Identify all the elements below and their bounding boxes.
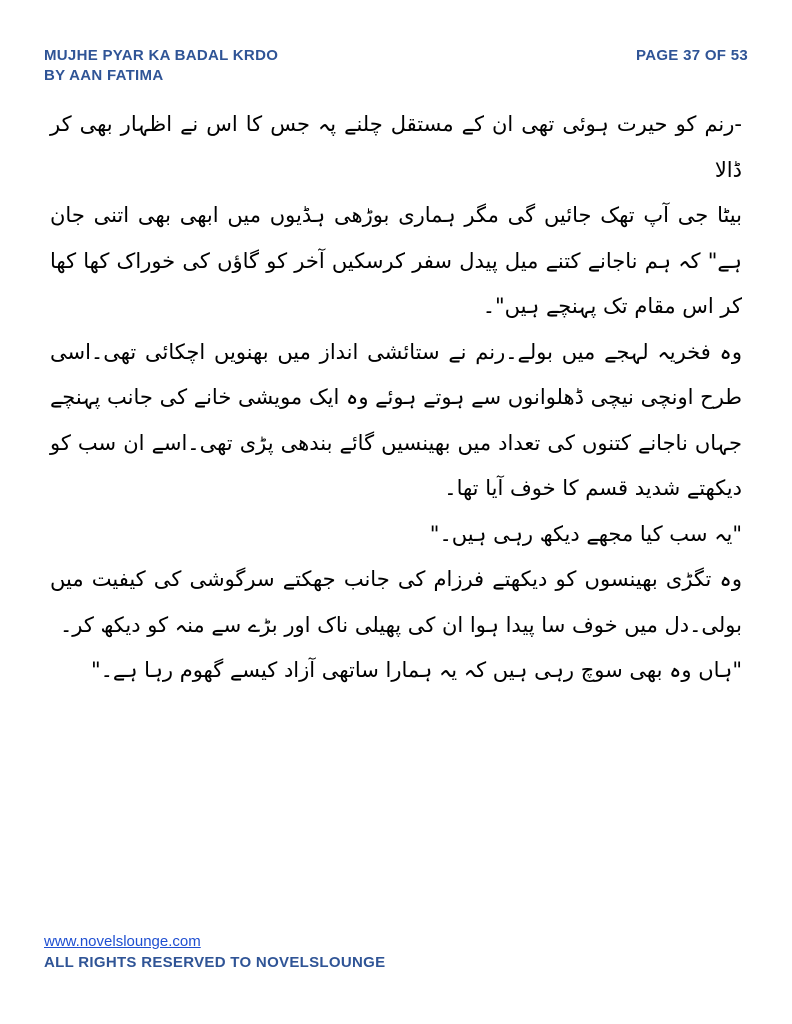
- page-footer: [44, 932, 385, 974]
- page-header: [44, 46, 748, 94]
- header-left: [44, 46, 278, 86]
- paragraph-4: "یہ سب کیا مجھے دیکھ رہی ہیں۔": [429, 521, 742, 546]
- book-title: MUJHE PYAR KA BADAL KRDO: [44, 47, 279, 64]
- book-author: BY AAN FATIMA: [44, 67, 164, 84]
- page-number: PAGE 37 OF 53: [636, 47, 748, 64]
- paragraph-2: بیٹا جی آپ تھک جائیں گی مگر ہماری بوڑھی ہڈیوں میں ابھی بھی اتنی جان ہے" کہ ہم ناجانے کتنے میل پیدل سفر کرسکیں آخر کو گاؤں کی خوراک کھا کھا کر اس مقام تک پہنچے ہیں"۔: [50, 203, 742, 318]
- paragraph-5: وہ تگڑی بھینسوں کو دیکھتے فرزام کی جانب جھکتے سرگوشی کی کیفیت میں بولی۔دل میں خوف سا پیدا ہوا ان کی پھیلی ناک اور بڑے سے منہ کو دیکھ کر۔: [50, 567, 742, 637]
- paragraph-3: وہ فخریہ لہجے میں بولے۔رنم نے ستائشی انداز میں بھنویں اچکائی تھی۔اسی طرح اونچی نیچی ڈھلوانوں سے ہوتے ہوئے وہ ایک مویشی خانے کی جانب پہنچے جہاں ناجانے کتنوں کی تعداد میں بھینسیں گائے بندھی پڑی تھی۔اسے ان سب کو دیکھتے شدید قسم کا خوف آیا تھا۔: [50, 339, 742, 500]
- paragraph-1: -رنم کو حیرت ہوئی تھی ان کے مستقل چلنے پہ جس کا اس نے اظہار بھی کر ڈالا: [50, 112, 742, 182]
- website-link[interactable]: www.novelslounge.com: [44, 933, 201, 950]
- story-text: [50, 102, 742, 694]
- paragraph-6: "ہاں وہ بھی سوچ رہی ہیں کہ یہ ہمارا ساتھی آزاد کیسے گھوم رہا ہے۔": [90, 658, 742, 682]
- rights-notice: ALL RIGHTS RESERVED TO NOVELSLOUNGE: [44, 954, 386, 971]
